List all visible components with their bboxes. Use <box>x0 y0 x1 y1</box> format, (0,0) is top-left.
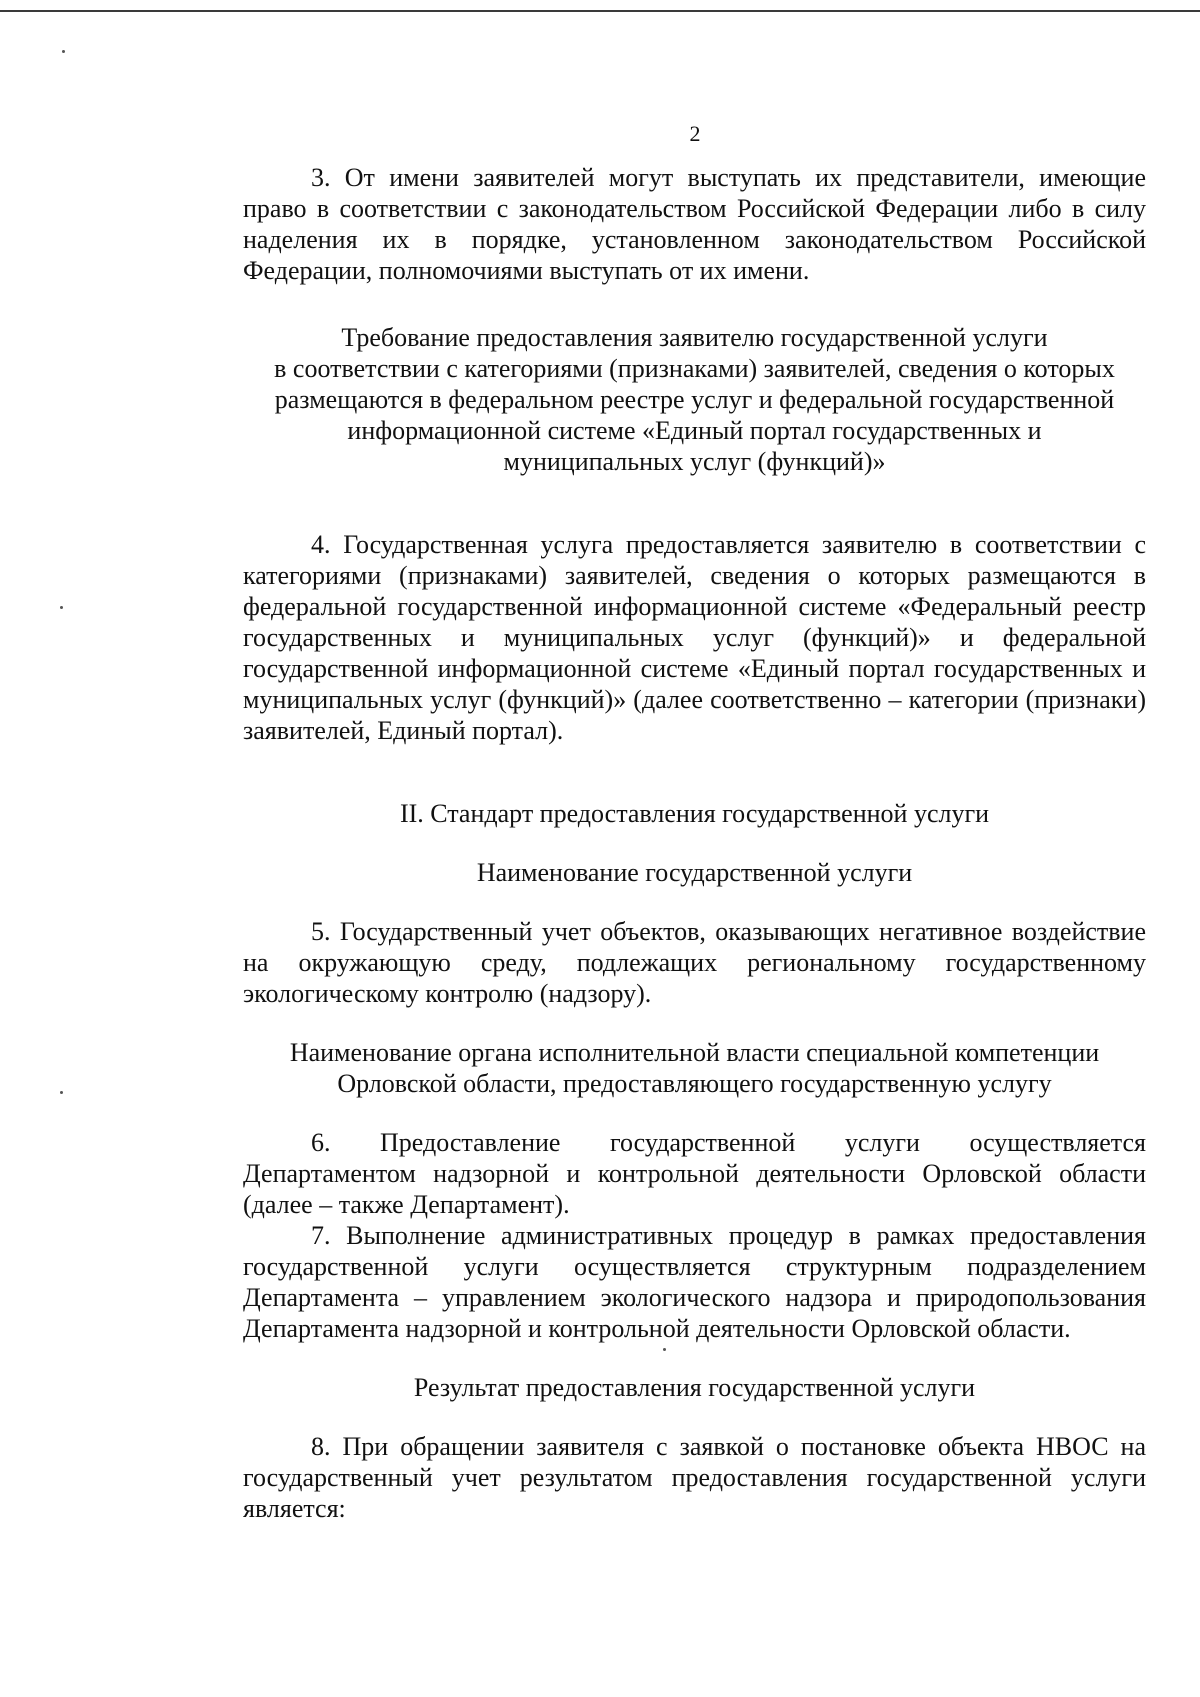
heading-applicant-categories <box>225 322 1164 477</box>
paragraph-7: 7. Выполнение административных процедур в рамках предоставления государственной услуги осуществляется структурным подразделением Департамента – управлением экологического надзора и природопользования Департамента надзорной и контрольной деятельности Орловской области. <box>243 1221 1146 1343</box>
spacer <box>243 782 1146 798</box>
heading-line: размещаются в федеральном реестре услуг и федеральной государственной <box>274 385 1115 414</box>
spacer <box>243 1344 1146 1372</box>
paragraph-5: 5. Государственный учет объектов, оказывающих негативное воздействие на окружающую среду, подлежащих региональному государственному экологическому контролю (надзору). <box>243 917 1146 1008</box>
heading-line: Наименование органа исполнительной власти специальной компетенции <box>289 1038 1100 1067</box>
scan-speck <box>62 50 65 53</box>
paragraph-6: 6. Предоставление государственной услуги осуществляется Департаментом надзорной и контрольной деятельности Орловской области (далее – также Департамент). <box>243 1128 1146 1219</box>
paragraph-4: 4. Государственная услуга предоставляется заявителю в соответствии с категориями (признаками) заявителей, сведения о которых размещаются в федеральной государственной информационной системе «Федеральный реестр государственных и муниципальных услуг (функций)» и федеральной государственной информационной системе «Единый портал государственных и муниципальных услуг (функций)» (далее соответственно – категории (признаки) заявителей, Единый портал). <box>243 530 1146 745</box>
scan-top-edge <box>0 10 1200 12</box>
page-number: 2 <box>689 121 701 146</box>
section-title <box>243 798 1146 829</box>
heading-line: Орловской области, предоставляющего государственную услугу <box>337 1069 1052 1098</box>
spacer <box>243 888 1146 916</box>
scan-speck <box>60 606 63 609</box>
spacer <box>243 746 1146 782</box>
spacer <box>243 829 1146 857</box>
spacer <box>243 1099 1146 1127</box>
heading-line: в соответствии с категориями (признаками) заявителей, сведения о которых <box>274 354 1115 383</box>
heading-line: информационной системе «Единый портал государственных и <box>347 416 1042 445</box>
heading-line: II. Стандарт предоставления государственной услуги <box>399 799 990 828</box>
heading-result <box>243 1372 1146 1403</box>
scan-speck <box>60 1091 63 1094</box>
spacer <box>243 1403 1146 1431</box>
heading-line: муниципальных услуг (функций)» <box>503 447 886 476</box>
document-body <box>243 162 1146 1524</box>
paragraph-3: 3. От имени заявителей могут выступать их представители, имеющие право в соответствии с законодательством Российской Федерации либо в силу наделения их в порядке, установленном законодательством Российской Федерации, полномочиями выступать от их имени. <box>243 163 1146 285</box>
heading-authority <box>225 1037 1164 1099</box>
spacer <box>243 513 1146 529</box>
heading-line: Требование предоставления заявителю государственной услуги <box>341 323 1048 352</box>
heading-service-name <box>243 857 1146 888</box>
paragraph-8: 8. При обращении заявителя с заявкой о постановке объекта НВОС на государственный учет результатом предоставления государственной услуги является: <box>243 1432 1146 1523</box>
heading-line: Наименование государственной услуги <box>476 858 913 887</box>
spacer <box>243 477 1146 513</box>
spacer <box>243 1009 1146 1037</box>
spacer <box>243 286 1146 322</box>
heading-line: Результат предоставления государственной услуги <box>413 1373 976 1402</box>
